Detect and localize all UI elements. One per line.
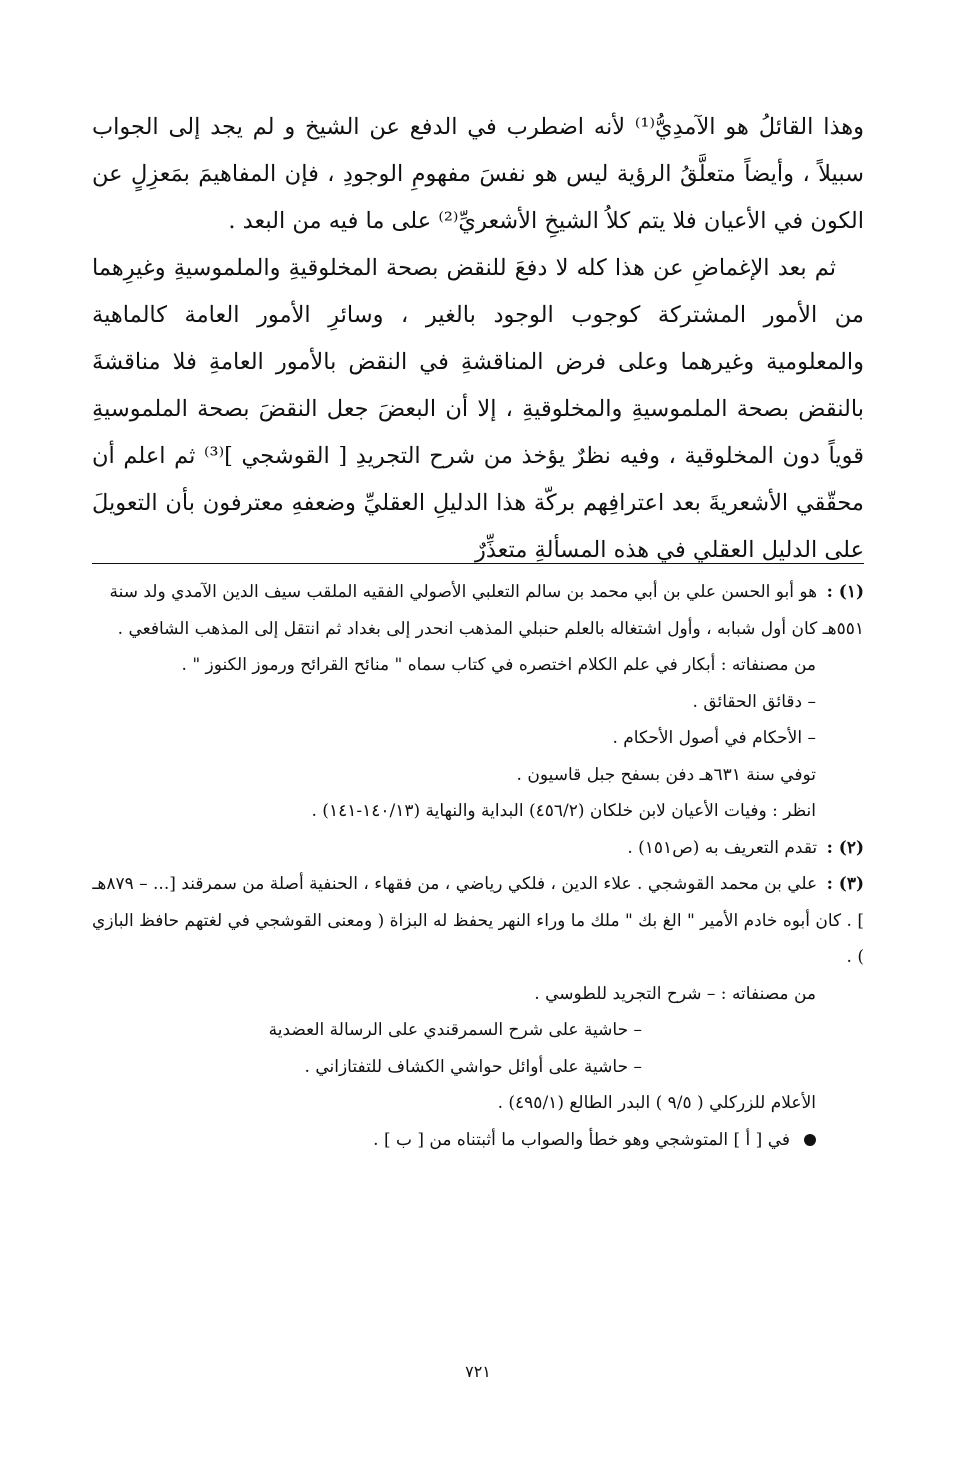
bullet-note <box>92 1122 864 1159</box>
page-number: ٧٢١ <box>465 1362 491 1381</box>
footnote-3-work-2: – حاشية على شرح السمرقندي على الرسالة العضدية <box>268 1020 642 1040</box>
footnote-1-text: هو أبو الحسن علي بن أبي محمد بن سالم التعلبي الأصولي الفقيه الملقب سيف الدين الآمدي ولد سنة ٥٥١هـ كان أول شبابه ، وأول اشتغاله بالعلم حنبلي المذهب انحدر إلى بغداد ثم انتقل إلى المذهب الشافعي . <box>109 582 864 639</box>
footnote-1-death: توفي سنة ٦٣١هـ دفن بسفح جبل قاسيون . <box>516 764 816 785</box>
footnote-1-works-intro: من مصنفاته : أبكار في علم الكلام اختصره في كتاب سماه " منائح القرائح ورموز الكنوز " . <box>181 655 816 675</box>
footnote-3 <box>92 866 864 976</box>
footnote-3-number: (٣) : <box>826 874 864 894</box>
footnote-1-refs: انظر : وفيات الأعيان لابن خلكان (٤٥٦/٢) البداية والنهاية (١٤٠/١٣-١٤١) . <box>311 801 816 821</box>
footnote-2-text: تقدم التعريف به (ص١٥١) . <box>627 837 818 858</box>
footnote-1-work-2: – دقائق الحقائق . <box>692 691 816 712</box>
main-paragraph-2: ثم بعد الإغماضِ عن هذا كله لا دفعَ للنقض بصحة المخلوقيةِ والملموسيةِ وغيرِهما من الأمور المشتركة كوجوب الوجود بالغير ، وسائرِ الأمور العامة كالماهية والمعلومية وغيرهما وعلى فرض المناقشةِ في النقض بالأمور العامةِ فلا مناقشةَ بالنقض بصحة الملموسيةِ والمخلوقيةِ ، إلا أن البعضَ جعل النقضَ بصحة الملموسيةِ قوياً دون المخلوقية ، وفيه نظرٌ يؤخذ من شرح التجريدِ [ القوشجي ]⁽³⁾ ثم اعلم أن محقّقي الأشعريةَ بعد اعترافِهم بركّة هذا الدليلِ العقليِّ وضعفهِ معترفون بأن التعويلَ على الدليل العقلي في هذه المسألةِ متعذِّرٌ <box>92 255 865 563</box>
main-paragraph-1: وهذا القائلُ هو الآمدِيُّ⁽¹⁾ لأنه اضطرب في الدفع عن الشيخ و لم يجد إلى الجواب سبيلاً ، وأيضاً متعلَّقُ الرؤية ليس هو نفسَ مفهومِ الوجودِ ، فإن المفاهيمَ بمَعزِلٍ عن الكون في الأعيان فلا يتم كلاُ الشيخِ الأشعريِّ⁽²⁾ على ما فيه من البعد . <box>92 114 864 234</box>
footnote-1-work-3: – الأحكام في أصول الأحكام . <box>612 728 816 748</box>
footnote-3-refs: الأعلام للزركلي ( ٩/٥ ) البدر الطالع (٤٩٥/١) . <box>497 1093 816 1113</box>
bullet-icon <box>804 1134 816 1146</box>
footnotes-block <box>92 574 864 1158</box>
footnote-3-works-intro: من مصنفاته : – شرح التجريد للطوسي . <box>534 983 816 1004</box>
footnote-1 <box>92 574 864 647</box>
footnote-3-work-3: – حاشية على أوائل حواشي الكشاف للتفتازاني . <box>304 1056 642 1077</box>
footnote-2 <box>92 830 864 867</box>
footnote-2-number: (٢) : <box>826 837 864 858</box>
bullet-note-text: في [ أ ] المتوشجي وهو خطأ والصواب ما أثبتناه من [ ب ] . <box>373 1129 790 1150</box>
footnote-1-number: (١) : <box>826 582 864 602</box>
footnote-3-text: علي بن محمد القوشجي . علاء الدين ، فلكي رياضي ، من فقهاء ، الحنفية أصلة من سمرقند [... – ٨٧٩هـ ] . كان أبوه خادم الأمير " الغ بك " ملك ما وراء النهر يحفظ له البزاة ( ومعنى القوشجي في لغتهم حافظ البازي ) . <box>92 874 864 967</box>
footnote-separator <box>92 563 864 564</box>
main-text-block <box>92 104 864 574</box>
